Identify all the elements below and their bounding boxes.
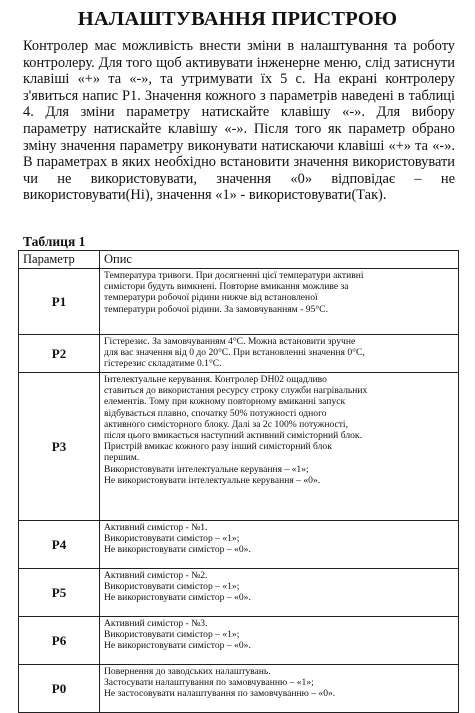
table-row (19, 617, 459, 665)
table-row (19, 373, 459, 521)
parameters-table (18, 250, 459, 713)
description-line: температури робочої рідини. За замовчуванням - 95°C. (104, 303, 328, 315)
header-description: Опис (100, 251, 459, 269)
description-line: Гістерезис. За замовчуванням 4°C. Можна встановити зручне (104, 336, 356, 347)
description-line: Повернення до заводських налаштувань. (104, 666, 271, 677)
description-line: Активний симістор - №2. (104, 570, 208, 581)
header-parameter: Параметр (19, 251, 100, 269)
table-row (19, 665, 459, 713)
table-header-row (19, 251, 459, 269)
parameter-code: P2 (19, 335, 100, 373)
description-line: Температура тривоги. При досягненні цієї температури активні (104, 270, 364, 281)
table-row (19, 521, 459, 569)
table-caption: Таблиця 1 (23, 234, 86, 249)
description-line: Не використовувати симістор – «0». (104, 592, 251, 604)
description-line: Застосувати налаштування по замовчуванню – «1»; (104, 677, 314, 689)
description-line: температури робочої рідини нижче від встановленої (104, 292, 318, 304)
description-line: після цього вмикається наступний активний симісторний блок. (104, 430, 362, 442)
description-line: Використовувати симістор – «1»; (104, 533, 240, 545)
description-line: гістерезис складатиме 0.1°C. (104, 358, 222, 370)
description-line: симістори будуть вимкнені. Повторне вмикання можливе за (104, 281, 349, 293)
description-line: Не використовувати симістор – «0». (104, 640, 251, 652)
description-line: відбувається плавно, спочатку 50% потужності одного (104, 407, 327, 419)
description-line: Пристрій вмикає кожного разу інший симісторний блок (104, 441, 332, 453)
description-line: Активний симістор - №1. (104, 522, 208, 533)
description-line: першим. (104, 452, 140, 464)
parameter-code: P4 (19, 521, 100, 569)
table-row (19, 335, 459, 373)
parameter-description (100, 665, 459, 713)
page-title: НАЛАШТУВАННЯ ПРИСТРОЮ (77, 8, 398, 30)
parameter-description (100, 335, 459, 373)
description-line: Не застосовувати налаштування по замовчуванню – «0». (104, 688, 336, 700)
description-line: Активний симістор - №3. (104, 618, 208, 629)
description-line: Використовувати симістор – «1»; (104, 581, 240, 593)
parameter-description (100, 617, 459, 665)
parameter-description (100, 269, 459, 335)
description-line: Не використовувати інтелектуальне керування – «0». (104, 474, 321, 486)
parameter-code: P5 (19, 569, 100, 617)
intro-paragraph: Контролер має можливість внести зміни в налаштування та роботу контролеру. Для того щоб активувати інженерне меню, слід затиснути клавіші «+» та «-», та утримувати їх 5 с. На екрані контролеру з'явиться напис P1. Значення кожного з параметрів наведені в таблиці 4. Для зміни параметру натискайте клавішу «-». Для вибору параметру натискайте клавішу «-». Після того як параметр обрано зміну значення параметру виконувати натискаючи клавіші «+» та «-». В параметрах в яких необхідно встановити значення використовувати чи не використовувати, значення «0» відповідає – не використовувати(Ні), значення «1» - використовувати(Так). (23, 38, 455, 204)
parameter-description (100, 569, 459, 617)
description-line: Інтелектуальне керування. Контролер DH02 ощадливо (104, 374, 327, 385)
parameter-code: P1 (19, 269, 100, 335)
description-line: Не використовувати симістор – «0». (104, 544, 251, 556)
description-line: для вас значення від 0 до 20°C. При встановленні значення 0°C, (104, 347, 365, 359)
description-line: Використовувати інтелектуальне керування – «1»; (104, 463, 309, 475)
table-row (19, 269, 459, 335)
description-line: активного симісторного блоку. Далі за 2с 100% потужності, (104, 418, 348, 430)
table-row (19, 569, 459, 617)
parameter-code: P3 (19, 373, 100, 521)
parameter-description (100, 373, 459, 521)
parameter-description (100, 521, 459, 569)
description-line: Використовувати симістор – «1»; (104, 629, 240, 641)
parameter-code: P0 (19, 665, 100, 713)
description-line: елементів. Тому при кожному повторному вмиканні запуск (104, 396, 346, 408)
parameter-code: P6 (19, 617, 100, 665)
description-line: ставиться до використання ресурсу строку служби нагрівальних (104, 385, 368, 397)
